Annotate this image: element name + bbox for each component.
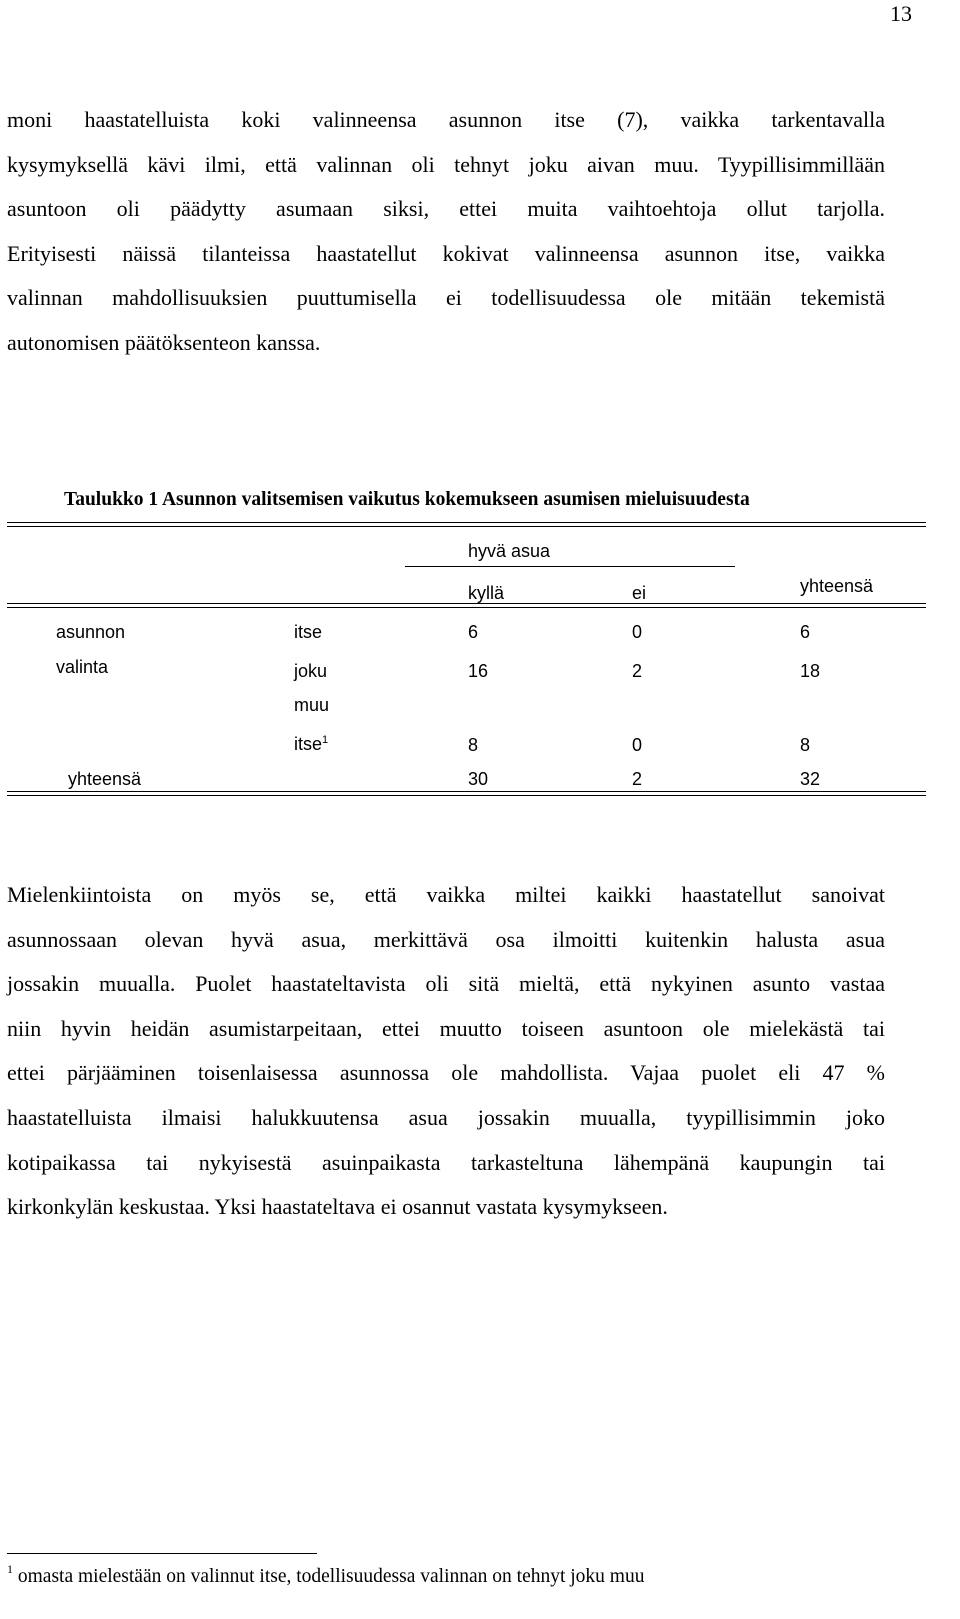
text-line: moni haastatelluista koki valinneensa asunnon itse (7), vaikka tarkentavalla bbox=[7, 107, 885, 132]
text-line: valinnan mahdollisuuksien puuttumisella ei todellisuudessa ole mitään tekemistä bbox=[7, 285, 885, 311]
table-cell: 2 bbox=[632, 661, 643, 681]
text-line: Erityisesti näissä tilanteissa haastatellut kokivat valinneensa asunnon itse, vaikka bbox=[7, 240, 885, 266]
text-line: kirkonkylän keskustaa. Yksi haastateltava ei osannut vastata kysymykseen. bbox=[7, 1194, 668, 1220]
group-header-rule bbox=[405, 566, 735, 567]
table-cell: 6 bbox=[800, 622, 811, 642]
footnote-marker: 1 bbox=[7, 1562, 13, 1576]
text-line: Mielenkiintoista on myös se, että vaikka miltei kaikki haastatellut sanoivat bbox=[7, 882, 885, 907]
page-number: 13 bbox=[890, 1, 912, 26]
text-line: asuntoon oli päädytty asumaan siksi, ettei muita vaihtoehtoja ollut tarjolla. bbox=[7, 196, 885, 222]
text-line: asunnossaan olevan hyvä asua, merkittävä osa ilmoitti kuitenkin halusta asua bbox=[7, 926, 885, 952]
table-header-rule bbox=[7, 603, 926, 608]
total-cell: 30 bbox=[468, 769, 489, 789]
footnote-separator bbox=[7, 1553, 317, 1554]
row-label: muu bbox=[294, 695, 330, 715]
footnote-text: omasta mielestään on valinnut itse, todellisuudessa valinnan on tehnyt joku muu bbox=[17, 1566, 645, 1587]
table-caption: Taulukko 1 Asunnon valitsemisen vaikutus kokemukseen asumisen mieluisuudesta bbox=[64, 489, 750, 510]
text-line: niin hyvin heidän asumistarpeitaan, ettei muutto toiseen asuntoon ole mielekästä tai bbox=[7, 1015, 885, 1041]
table-cell: 18 bbox=[800, 661, 821, 681]
body-paragraph-1 bbox=[7, 98, 885, 366]
table-top-rule bbox=[7, 522, 926, 527]
row-group-label: valinta bbox=[56, 657, 109, 677]
total-cell: 32 bbox=[800, 769, 821, 789]
text-line: jossakin muualla. Puolet haastateltavista oli sitä mieltä, että nykyinen asunto vastaa bbox=[7, 971, 885, 997]
text-line: kotipaikassa tai nykyisestä asuinpaikasta tarkasteltuna lähempänä kaupungin tai bbox=[7, 1149, 885, 1175]
table-cell: 8 bbox=[800, 735, 811, 755]
text-line: ettei pärjääminen toisenlaisessa asunnossa ole mahdollista. Vajaa puolet eli 47 % bbox=[7, 1060, 885, 1086]
row-label-text: itse bbox=[294, 734, 323, 754]
col-header-kylla: kyllä bbox=[468, 583, 505, 603]
row-label: joku bbox=[294, 661, 328, 681]
footnote-ref: 1 bbox=[322, 734, 329, 746]
col-header-ei: ei bbox=[632, 583, 647, 603]
table-bottom-rule bbox=[7, 791, 926, 796]
group-header: hyvä asua bbox=[468, 541, 551, 561]
table-cell: 6 bbox=[468, 622, 479, 642]
footnote bbox=[7, 1562, 645, 1589]
text-line: kysymyksellä kävi ilmi, että valinnan oli tehnyt joku aivan muu. Tyypillisimmillään bbox=[7, 151, 885, 177]
total-label: yhteensä bbox=[68, 769, 142, 789]
table-cell: 16 bbox=[468, 661, 489, 681]
body-paragraph-2 bbox=[7, 873, 885, 1230]
table-cell: 0 bbox=[632, 622, 643, 642]
table-cell: 8 bbox=[468, 735, 479, 755]
row-label: itse bbox=[294, 622, 323, 642]
table-cell: 0 bbox=[632, 735, 643, 755]
col-header-yhteensa: yhteensä bbox=[800, 576, 874, 596]
row-label bbox=[294, 733, 328, 755]
text-line: haastatelluista ilmaisi halukkuutensa asua jossakin muualla, tyypillisimmin joko bbox=[7, 1104, 885, 1130]
text-line: autonomisen päätöksenteon kanssa. bbox=[7, 329, 321, 355]
total-cell: 2 bbox=[632, 769, 643, 789]
row-group-label: asunnon bbox=[56, 622, 126, 642]
